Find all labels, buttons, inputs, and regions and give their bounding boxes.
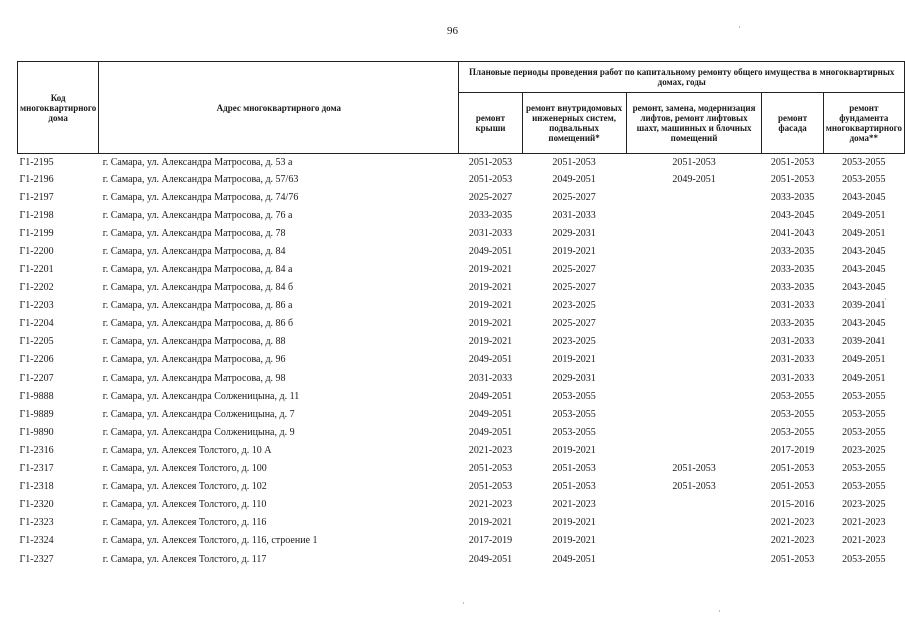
cell-facade: 2017-2019 bbox=[770, 444, 815, 456]
header-address: Адрес многоквартирного дома bbox=[99, 62, 459, 154]
cell-lifts bbox=[626, 550, 762, 568]
cell-foundation: 2039-2041 bbox=[842, 300, 886, 312]
cell-roof: 2049-2051 bbox=[468, 426, 513, 438]
cell-roof: 2049-2051 bbox=[468, 553, 513, 565]
header-lifts: ремонт, замена, модернизация лифтов, ремонт лифтовых шахт, машинных и блочных помещений bbox=[626, 93, 762, 154]
cell-code: Г1-2197 bbox=[19, 191, 54, 203]
cell-lifts bbox=[626, 423, 762, 441]
page-number: 96 bbox=[447, 25, 458, 37]
scan-speck: · bbox=[738, 22, 741, 32]
cell-foundation: 2043-2045 bbox=[842, 318, 886, 330]
cell-roof: 2049-2051 bbox=[468, 408, 513, 420]
table-row bbox=[18, 279, 905, 297]
table-row bbox=[18, 224, 905, 242]
cell-facade: 2033-2035 bbox=[770, 318, 815, 330]
cell-code: Г1-9890 bbox=[19, 426, 54, 438]
cell-lifts bbox=[626, 260, 762, 278]
cell-systems: 2053-2055 bbox=[552, 426, 596, 438]
cell-facade: 2053-2055 bbox=[770, 426, 815, 438]
cell-systems: 2051-2053 bbox=[552, 463, 596, 475]
table-row bbox=[18, 170, 905, 188]
cell-lifts: 2051-2053 bbox=[672, 463, 716, 475]
cell-systems: 2051-2053 bbox=[552, 156, 596, 168]
cell-roof: 2019-2021 bbox=[468, 517, 513, 529]
cell-systems: 2019-2021 bbox=[552, 354, 596, 366]
table-row bbox=[18, 188, 905, 206]
cell-roof: 2051-2053 bbox=[468, 156, 513, 168]
cell-systems: 2025-2027 bbox=[552, 264, 596, 276]
cell-foundation: 2049-2051 bbox=[842, 354, 886, 366]
cell-facade: 2031-2033 bbox=[770, 354, 815, 366]
cell-roof: 2019-2021 bbox=[468, 300, 513, 312]
cell-address: г. Самара, ул. Александра Матросова, д. 84 б bbox=[102, 282, 294, 294]
cell-facade: 2051-2053 bbox=[770, 156, 815, 168]
cell-roof: 2051-2053 bbox=[468, 173, 513, 185]
cell-address: г. Самара, ул. Александра Солженицына, д. 7 bbox=[102, 408, 295, 420]
table-row bbox=[18, 423, 905, 441]
cell-lifts: 2049-2051 bbox=[672, 173, 716, 185]
cell-code: Г1-2199 bbox=[19, 227, 54, 239]
cell-address: г. Самара, ул. Алексея Толстого, д. 116 bbox=[102, 517, 267, 529]
cell-roof: 2019-2021 bbox=[468, 318, 513, 330]
cell-foundation: 2053-2055 bbox=[842, 173, 886, 185]
cell-foundation: 2049-2051 bbox=[842, 372, 886, 384]
cell-systems: 2019-2021 bbox=[552, 535, 596, 547]
cell-lifts: 2051-2053 bbox=[672, 156, 716, 168]
cell-roof: 2051-2053 bbox=[468, 481, 513, 493]
cell-systems: 2019-2021 bbox=[552, 245, 596, 257]
header-foundation: ремонт фундамента многоквартирного дома** bbox=[823, 93, 904, 154]
cell-roof: 2049-2051 bbox=[468, 245, 513, 257]
cell-systems: 2031-2033 bbox=[552, 209, 596, 221]
table-row bbox=[18, 315, 905, 333]
capital-repair-table bbox=[17, 61, 905, 568]
cell-address: г. Самара, ул. Александра Матросова, д. 53 а bbox=[102, 156, 293, 168]
cell-facade: 2051-2053 bbox=[770, 173, 815, 185]
cell-facade: 2051-2053 bbox=[770, 463, 815, 475]
cell-foundation: 2043-2045 bbox=[842, 245, 886, 257]
table-row bbox=[18, 532, 905, 550]
table-row bbox=[18, 460, 905, 478]
cell-lifts bbox=[626, 514, 762, 532]
cell-facade: 2033-2035 bbox=[770, 191, 815, 203]
cell-foundation: 2043-2045 bbox=[842, 282, 886, 294]
table-row bbox=[18, 351, 905, 369]
cell-address: г. Самара, ул. Александра Матросова, д. 96 bbox=[102, 354, 286, 366]
cell-systems: 2025-2027 bbox=[552, 282, 596, 294]
cell-foundation: 2053-2055 bbox=[842, 426, 886, 438]
cell-lifts bbox=[626, 188, 762, 206]
cell-foundation: 2023-2025 bbox=[842, 499, 886, 511]
cell-facade: 2033-2035 bbox=[770, 264, 815, 276]
cell-address: г. Самара, ул. Александра Матросова, д. 98 bbox=[102, 372, 286, 384]
cell-address: г. Самара, ул. Александра Матросова, д. 86 б bbox=[102, 318, 294, 330]
cell-systems: 2019-2021 bbox=[552, 517, 596, 529]
cell-roof: 2019-2021 bbox=[468, 336, 513, 348]
cell-code: Г1-2198 bbox=[19, 209, 54, 221]
cell-roof: 2033-2035 bbox=[468, 209, 513, 221]
cell-lifts bbox=[626, 369, 762, 387]
cell-systems: 2019-2021 bbox=[552, 444, 596, 456]
cell-systems: 2025-2027 bbox=[552, 318, 596, 330]
cell-code: Г1-2327 bbox=[19, 553, 54, 565]
cell-systems: 2053-2055 bbox=[552, 408, 596, 420]
cell-address: г. Самара, ул. Алексея Толстого, д. 100 bbox=[102, 463, 267, 475]
cell-roof: 2019-2021 bbox=[468, 264, 513, 276]
cell-roof: 2051-2053 bbox=[468, 463, 513, 475]
cell-lifts bbox=[626, 532, 762, 550]
cell-foundation: 2043-2045 bbox=[842, 191, 886, 203]
cell-facade: 2031-2033 bbox=[770, 336, 815, 348]
cell-facade: 2031-2033 bbox=[770, 300, 815, 312]
cell-foundation: 2053-2055 bbox=[842, 156, 886, 168]
table-row bbox=[18, 242, 905, 260]
cell-systems: 2049-2051 bbox=[552, 173, 596, 185]
cell-address: г. Самара, ул. Александра Матросова, д. 84 bbox=[102, 245, 286, 257]
table-row bbox=[18, 260, 905, 278]
scan-speck: · bbox=[462, 598, 465, 608]
cell-lifts bbox=[626, 224, 762, 242]
cell-address: г. Самара, ул. Александра Матросова, д. 84 а bbox=[102, 264, 293, 276]
cell-address: г. Самара, ул. Алексея Толстого, д. 116, строение 1 bbox=[102, 535, 318, 547]
cell-foundation: 2021-2023 bbox=[842, 535, 886, 547]
cell-systems: 2029-2031 bbox=[552, 227, 596, 239]
cell-facade: 2021-2023 bbox=[770, 517, 815, 529]
cell-roof: 2031-2033 bbox=[468, 372, 513, 384]
cell-facade: 2033-2035 bbox=[770, 282, 815, 294]
cell-roof: 2049-2051 bbox=[468, 390, 513, 402]
cell-code: Г1-9889 bbox=[19, 408, 54, 420]
table-row bbox=[18, 441, 905, 459]
cell-lifts bbox=[626, 387, 762, 405]
cell-systems: 2025-2027 bbox=[552, 191, 596, 203]
cell-address: г. Самара, ул. Алексея Толстого, д. 110 bbox=[102, 499, 267, 511]
header-periods: Плановые периоды проведения работ по капитальному ремонту общего имущества в многоквартирных домах, годы bbox=[459, 62, 905, 93]
cell-roof: 2019-2021 bbox=[468, 282, 513, 294]
cell-code: Г1-2324 bbox=[19, 535, 54, 547]
cell-foundation: 2049-2051 bbox=[842, 209, 886, 221]
table-row bbox=[18, 369, 905, 387]
cell-roof: 2017-2019 bbox=[468, 535, 513, 547]
cell-roof: 2025-2027 bbox=[468, 191, 513, 203]
cell-code: Г1-2323 bbox=[19, 517, 54, 529]
cell-lifts bbox=[626, 496, 762, 514]
cell-systems: 2049-2051 bbox=[552, 553, 596, 565]
cell-lifts bbox=[626, 279, 762, 297]
cell-foundation: 2053-2055 bbox=[842, 553, 886, 565]
table-row bbox=[18, 514, 905, 532]
cell-systems: 2023-2025 bbox=[552, 300, 596, 312]
cell-foundation: 2021-2023 bbox=[842, 517, 886, 529]
cell-address: г. Самара, ул. Александра Матросова, д. 88 bbox=[102, 336, 286, 348]
cell-address: г. Самара, ул. Алексея Толстого, д. 10 А bbox=[102, 444, 272, 456]
cell-facade: 2051-2053 bbox=[770, 481, 815, 493]
cell-code: Г1-2207 bbox=[19, 372, 54, 384]
cell-systems: 2029-2031 bbox=[552, 372, 596, 384]
cell-code: Г1-2206 bbox=[19, 354, 54, 366]
cell-code: Г1-2320 bbox=[19, 499, 54, 511]
cell-code: Г1-2196 bbox=[19, 173, 54, 185]
scan-speck: · bbox=[884, 294, 887, 304]
cell-address: г. Самара, ул. Александра Солженицына, д. 11 bbox=[102, 390, 300, 402]
cell-lifts bbox=[626, 315, 762, 333]
cell-systems: 2051-2053 bbox=[552, 481, 596, 493]
table-row bbox=[18, 154, 905, 171]
cell-code: Г1-2317 bbox=[19, 463, 54, 475]
cell-address: г. Самара, ул. Александра Солженицына, д. 9 bbox=[102, 426, 295, 438]
table-row bbox=[18, 550, 905, 568]
cell-address: г. Самара, ул. Александра Матросова, д. 78 bbox=[102, 227, 286, 239]
table-row bbox=[18, 405, 905, 423]
cell-facade: 2031-2033 bbox=[770, 372, 815, 384]
cell-systems: 2021-2023 bbox=[552, 499, 596, 511]
header-facade: ремонт фасада bbox=[762, 93, 823, 154]
cell-roof: 2021-2023 bbox=[468, 499, 513, 511]
cell-foundation: 2023-2025 bbox=[842, 444, 886, 456]
cell-foundation: 2039-2041 bbox=[842, 336, 886, 348]
cell-lifts bbox=[626, 441, 762, 459]
cell-facade: 2053-2055 bbox=[770, 408, 815, 420]
cell-foundation: 2043-2045 bbox=[842, 264, 886, 276]
cell-lifts bbox=[626, 297, 762, 315]
cell-foundation: 2053-2055 bbox=[842, 390, 886, 402]
header-roof: ремонт крыши bbox=[459, 93, 522, 154]
cell-roof: 2021-2023 bbox=[468, 444, 513, 456]
cell-roof: 2031-2033 bbox=[468, 227, 513, 239]
cell-facade: 2043-2045 bbox=[770, 209, 815, 221]
cell-foundation: 2053-2055 bbox=[842, 408, 886, 420]
cell-lifts bbox=[626, 242, 762, 260]
cell-code: Г1-2205 bbox=[19, 336, 54, 348]
cell-code: Г1-2316 bbox=[19, 444, 54, 456]
cell-address: г. Самара, ул. Александра Матросова, д. 57/63 bbox=[102, 173, 299, 185]
cell-facade: 2053-2055 bbox=[770, 390, 815, 402]
header-systems: ремонт внутридомовых инженерных систем, подвальных помещений* bbox=[522, 93, 626, 154]
cell-facade: 2021-2023 bbox=[770, 535, 815, 547]
table-row bbox=[18, 478, 905, 496]
cell-lifts bbox=[626, 333, 762, 351]
cell-code: Г1-2200 bbox=[19, 245, 54, 257]
cell-address: г. Самара, ул. Алексея Толстого, д. 102 bbox=[102, 481, 267, 493]
header-code: Код многоквартирного дома bbox=[18, 62, 99, 154]
cell-code: Г1-2203 bbox=[19, 300, 54, 312]
table-row bbox=[18, 297, 905, 315]
cell-code: Г1-2201 bbox=[19, 264, 54, 276]
cell-roof: 2049-2051 bbox=[468, 354, 513, 366]
cell-code: Г1-2202 bbox=[19, 282, 54, 294]
cell-lifts: 2051-2053 bbox=[672, 481, 716, 493]
table-body bbox=[18, 154, 905, 569]
cell-lifts bbox=[626, 206, 762, 224]
cell-code: Г1-2195 bbox=[19, 156, 54, 168]
cell-foundation: 2049-2051 bbox=[842, 227, 886, 239]
cell-facade: 2051-2053 bbox=[770, 553, 815, 565]
cell-foundation: 2053-2055 bbox=[842, 481, 886, 493]
cell-systems: 2053-2055 bbox=[552, 390, 596, 402]
table-row bbox=[18, 387, 905, 405]
cell-code: Г1-2204 bbox=[19, 318, 54, 330]
cell-foundation: 2053-2055 bbox=[842, 463, 886, 475]
cell-code: Г1-9888 bbox=[19, 390, 54, 402]
cell-facade: 2015-2016 bbox=[770, 499, 815, 511]
cell-lifts bbox=[626, 351, 762, 369]
cell-lifts bbox=[626, 405, 762, 423]
table-row bbox=[18, 496, 905, 514]
cell-address: г. Самара, ул. Алексея Толстого, д. 117 bbox=[102, 553, 267, 565]
cell-code: Г1-2318 bbox=[19, 481, 54, 493]
table-row bbox=[18, 206, 905, 224]
scan-speck: · bbox=[718, 606, 721, 616]
cell-address: г. Самара, ул. Александра Матросова, д. 76 а bbox=[102, 209, 293, 221]
cell-systems: 2023-2025 bbox=[552, 336, 596, 348]
cell-address: г. Самара, ул. Александра Матросова, д. 86 а bbox=[102, 300, 293, 312]
cell-facade: 2033-2035 bbox=[770, 245, 815, 257]
cell-facade: 2041-2043 bbox=[770, 227, 815, 239]
cell-address: г. Самара, ул. Александра Матросова, д. 74/76 bbox=[102, 191, 299, 203]
table-row bbox=[18, 333, 905, 351]
